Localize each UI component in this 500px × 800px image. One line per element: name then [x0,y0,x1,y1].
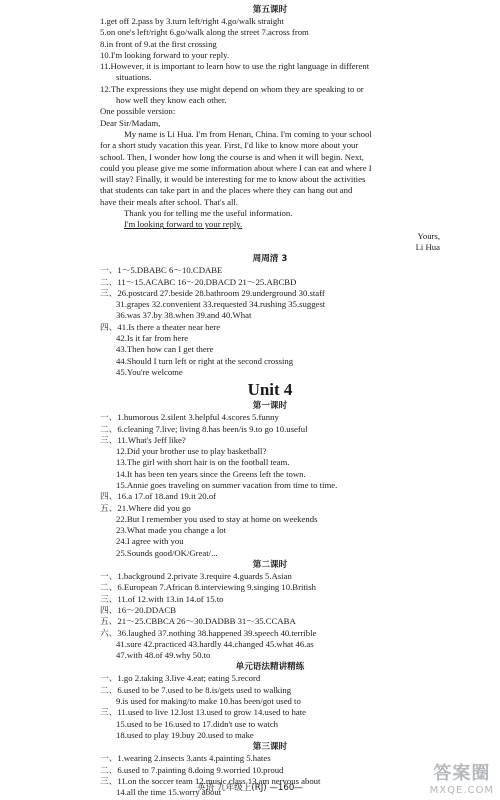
section-title-weekly: 周周清 3 [252,254,288,265]
answer-line: 12.The expressions they use might depend on whom they are speaking to or [100,83,364,94]
answer-content [100,4,440,798]
answer-line: 二、6.used to be 7.used to be 8.is/gets used to walking [100,684,292,695]
answer-line: 23.What made you change a lot [116,525,227,536]
answer-line: 二、6.cleaning 7.live; living 8.has been/is 9.to go 10.useful [100,423,308,434]
answer-line: 五、21～25.CBBCA 26～30.DADBB 31～35.CCABA [100,616,296,627]
answer-line: 14.It has been ten years since the Greens left the town. [116,468,306,479]
essay-line: could you please give me some information about where I can eat and where I [100,162,372,173]
answer-line: 二、6.used to 7.painting 8.doing 9.worried 10.proud [100,764,284,775]
answer-line: 三、26.postcard 27.beside 28.bathroom 29.underground 30.staff [100,287,325,298]
watermark-url: MXQE.COM [429,785,494,796]
essay-heading: One possible version: [100,106,176,117]
answer-line: 一、1.humorous 2.silent 3.helpful 4.scores 5.funny [100,412,279,423]
answer-line: 三、11.What's Jeff like? [100,434,186,445]
answer-line: 36.was 37.by 38.when 39.and 40.What [116,310,252,321]
answer-line: 44.Should I turn left or right at the second crossing [116,355,294,366]
answer-line: 8.in front of 9.at the first crossing [100,38,217,49]
answer-line: 18.used to play 19.buy 20.used to make [116,729,254,740]
section-title-lesson1: 第一课时 [252,401,288,412]
answer-line: 13.The girl with short hair is on the football team. [116,457,290,468]
answer-line: 47.with 48.of 49.why 50.to [116,650,211,661]
essay-salutation: Dear Sir/Madam, [100,117,161,128]
section-title-lesson5: 第五课时 [252,5,288,15]
answer-line: 一、1～5.DBABC 6～10.CDABE [100,265,223,276]
answer-line: 15.used to be 16.used to 17.didn't use to watch [116,718,279,729]
answer-line: 一、1.go 2.taking 3.live 4.eat; eating 5.record [100,673,261,684]
answer-line: 三、11.on the soccer team 12.music class 13.am nervous about [100,775,321,786]
answer-line: 二、11～15.ACABC 16～20.DBACD 21～25.ABCBD [100,276,297,287]
answer-line: 1.get off 2.pass by 3.turn left/right 4.go/walk straight [100,16,284,26]
answer-line: 二、6.European 7.African 8.interviewing 9.singing 10.British [100,582,316,593]
answer-line: 一、1.background 2.private 3.require 4.guards 5.Asian [100,571,292,582]
page-footer: 英语 九年级上(RJ) —160— [197,783,303,793]
watermark-text: 答案圈 [433,763,491,784]
answer-line: 12.Did your brother use to play basketball? [116,446,267,457]
section-title-lesson3: 第三课时 [252,742,288,753]
section-title-grammar: 单元语法精讲精练 [235,662,305,673]
answer-line: 45.You're welcome [116,366,183,377]
essay-line: My name is Li Hua. I'm from Henan, China. I'm coming to your school [124,128,372,139]
answer-line: 四、41.Is there a theater near here [100,321,221,332]
answer-line: situations. [116,72,152,83]
answer-line: 三、11.of 12.with 13.in 14.of 15.to [100,593,224,604]
section-title-lesson2: 第二课时 [252,560,288,571]
answer-line: 一、1.wearing 2.insects 3.ants 4.painting 5.hates [100,753,271,764]
essay-signature: Li Hua [415,241,440,252]
answer-line: 四、16.a 17.of 18.and 19.it 20.of [100,491,217,502]
answer-line: 41.sure 42.practiced 43.hardly 44.changed 45.what 46.as [116,638,314,649]
essay-line: that students can take part in and the places where they can hang out and [100,185,353,196]
answer-line: 六、36.laughed 37.nothing 38.happened 39.speech 40.terrible [100,627,317,638]
essay-line: school. Then, I wonder how long the course is and when it will begin. Next, [100,151,364,162]
watermark-logo [430,759,494,796]
essay-line: have their meals after school. That's all. [100,196,238,207]
answer-line: 43.Then how can I get there [116,344,214,355]
answer-line: 11.However, it is important to learn how to use the right language in different [100,61,370,72]
essay-closing: Yours, [417,230,440,241]
answer-line: 15.Annie goes traveling on summer vacation from time to time. [116,479,338,490]
answer-line: 42.Is it far from here [116,333,189,344]
answer-line: 5.on one's left/right 6.go/walk along the street 7.across from [100,27,309,38]
essay-line: Thank you for telling me the useful information. [124,208,293,219]
answer-line: 三、11.used to live 12.lost 13.used to grow 14.used to hate [100,707,306,718]
answer-line: 22.But I remember you used to stay at home on weekends [116,513,318,524]
answer-line: 31.grapes 32.convenient 33.requested 34.rushing 35.suggest [116,299,326,310]
answer-line: 14.all the time 15.worry about [116,787,222,798]
answer-line: 25.Sounds good/OK/Great/... [116,547,218,558]
answer-line: how well they know each other. [116,95,227,106]
essay-line: I'm looking forward to your reply. [124,219,243,230]
answer-line: 24.I agree with you [116,536,184,547]
answer-line: 9.is used for making/to make 10.has been/got used to [116,696,301,707]
answer-line: 10.I'm looking forward to your reply. [100,49,230,60]
unit-title: Unit 4 [247,380,293,400]
essay-line: for a short study vacation this year. First, I'd like to know more about your [100,140,359,151]
essay-line: will stay? Finally, it would be interesting for me to know about the activities [100,174,366,185]
answer-line: 四、16～20.DDACB [100,604,177,615]
answer-line: 五、21.Where did you go [100,502,191,513]
